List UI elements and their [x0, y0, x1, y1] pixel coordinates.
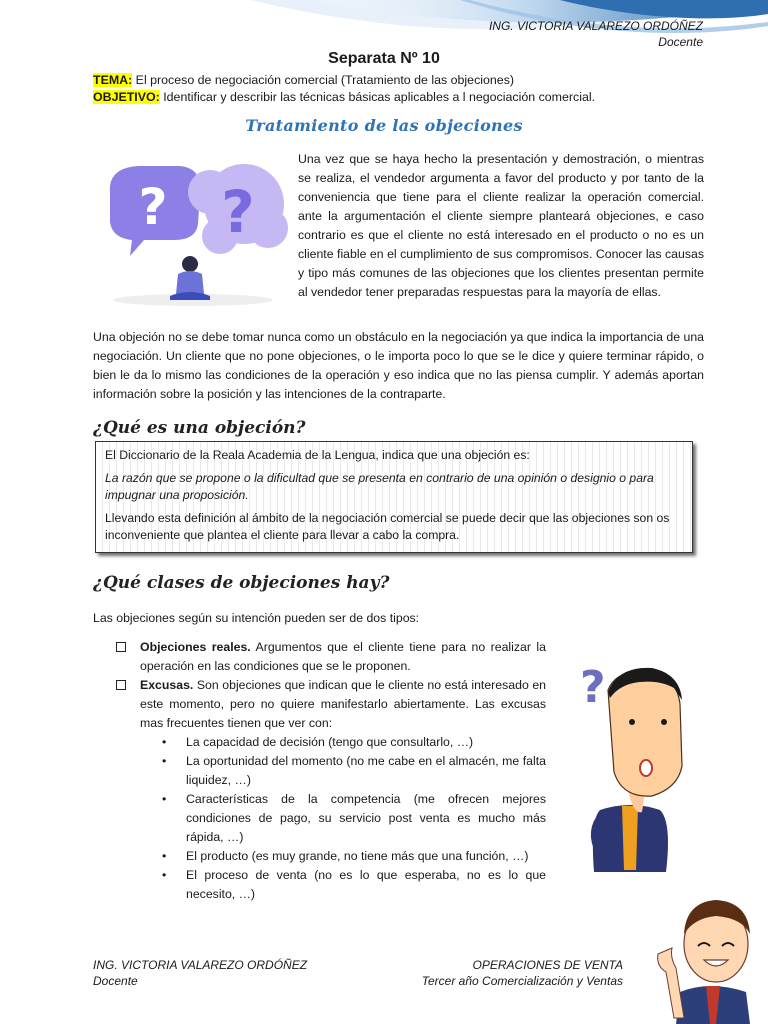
- question-bubbles-illustration: [98, 152, 288, 312]
- intro-paragraph: Una vez que se haya hecho la presentación y demostración, o mientras se realiza, el vendedor argumenta a favor del producto y por tanto de la conveniencia que tiene para el cliente realizar la operación comercial. ante la argumentación el cliente siempre planteará objeciones, e caso contrario es que el cliente no está interesado en el producto o no es un cliente fiable en el cumplimiento de sus compromisos. Conocer las causas y tipo más comunes de las objeciones que los clientes presentan permite al vendedor tener preparadas respuestas para la mayoría de ellas.: [298, 152, 704, 299]
- tema-text: El proceso de negociación comercial (Tratamiento de las objeciones): [132, 73, 515, 87]
- footer-author-block: [93, 957, 307, 989]
- footer-author: ING. VICTORIA VALAREZO ORDÓÑEZ: [93, 958, 308, 972]
- thinking-businessman-illustration: [560, 640, 698, 920]
- footer-course-block: [422, 957, 623, 989]
- definition-intro: El Diccionario de la Reala Academia de la Lengua, indica que una objeción es:: [105, 448, 530, 462]
- footer-role: Docente: [93, 974, 138, 988]
- objection-importance-paragraph: Una objeción no se debe tomar nunca como un obstáculo en la negociación ya que indica la importancia de una negociación. Un cliente que no pone objeciones, o le importa poco lo que se le dice y quiere terminar rápido, o bien le da lo mismo las condiciones de la operación y eso indica que no las piensa cumplir. Y además aportan información sobre la posición y las intenciones de la contraparte.: [93, 330, 704, 401]
- definition-conclusion: Llevando esta definición al ámbito de la negociación comercial se puede decir que las objeciones son os inconveniente que plantea el cliente para llevar a cabo la compra.: [105, 511, 670, 542]
- list-item: • Características de la competencia (me ofrecen mejores condiciones de pago, su servicio post venta es mucho más rápida, …): [162, 790, 546, 847]
- definition-quote: La razón que se propone o la dificultad que se presenta en contrario de una opinión o designio o para impugnar una proposición.: [105, 471, 654, 502]
- type-term: Objeciones reales.: [140, 640, 251, 654]
- heading-what-is-objection: ¿Qué es una objeción?: [93, 418, 306, 438]
- svg-text:?: ?: [580, 662, 606, 713]
- type-term: Excusas.: [140, 678, 194, 692]
- definition-box: [95, 441, 693, 553]
- header-author-block: [489, 18, 703, 50]
- objetivo-text: Identificar y describir las técnicas básicas aplicables a l negociación comercial.: [159, 90, 596, 104]
- section-title: Tratamiento de las objeciones: [245, 116, 523, 135]
- header-author: ING. VICTORIA VALAREZO ORDÓÑEZ: [488, 19, 703, 33]
- type-text: Argumentos que el cliente tiene para no realizar la operación en las condiciones que se le proponen.: [140, 640, 546, 673]
- footer-grade: Tercer año Comercialización y Ventas: [421, 974, 623, 988]
- list-item: [116, 638, 546, 676]
- objection-types-list: [116, 638, 546, 904]
- svg-text:?: ?: [221, 178, 255, 246]
- list-item: • El producto (es muy grande, no tiene más que una función, …): [162, 847, 546, 866]
- svg-text:?: ?: [138, 178, 168, 236]
- objetivo-line: [93, 90, 595, 104]
- header-role: Docente: [658, 35, 703, 49]
- pointing-man-illustration: [650, 888, 768, 1024]
- heading-objection-types: ¿Qué clases de objeciones hay?: [93, 573, 390, 593]
- page-title: Separata Nº 10: [328, 50, 440, 67]
- checkbox-bullet-icon: [116, 680, 126, 690]
- list-item: [116, 676, 546, 733]
- type-text: Son objeciones que indican que le cliente no está interesado en este momento, pero no quiere manifestarlo abiertamente. Las excusas mas frecuentes tienen que ver con:: [140, 678, 546, 730]
- list-item: • La capacidad de decisión (tengo que consultarlo, …): [162, 733, 546, 752]
- list-item: • La oportunidad del momento (no me cabe en el almacén, me falta liquidez, …): [162, 752, 546, 790]
- tema-line: [93, 73, 514, 87]
- types-intro: Las objeciones según su intención pueden ser de dos tipos:: [93, 611, 420, 625]
- objetivo-label: OBJETIVO:: [93, 90, 160, 104]
- tema-label: TEMA:: [93, 73, 133, 87]
- checkbox-bullet-icon: [116, 642, 126, 652]
- footer-course: OPERACIONES DE VENTA: [472, 958, 623, 972]
- list-item: • El proceso de venta (no es lo que esperaba, no es lo que necesito, …): [162, 866, 546, 904]
